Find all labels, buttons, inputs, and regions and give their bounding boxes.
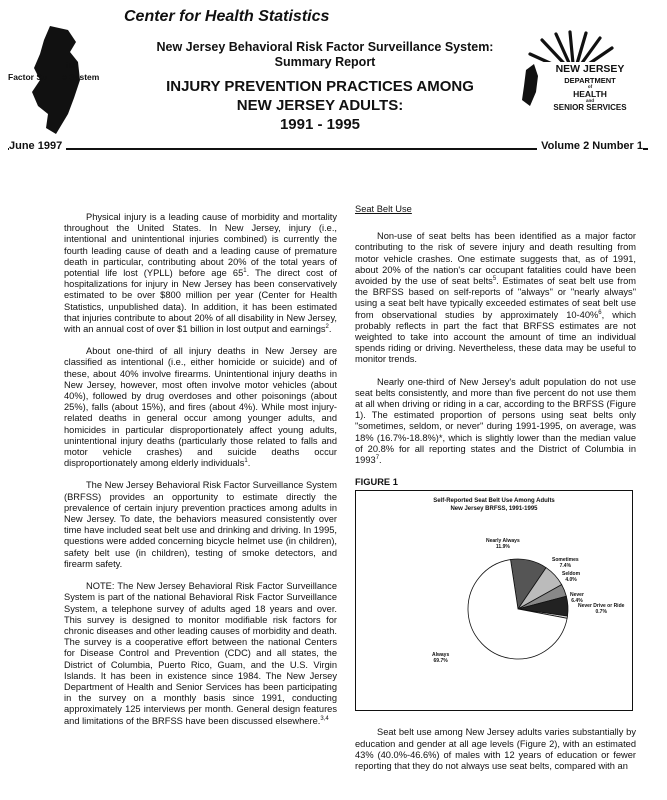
paragraph-brfss: The New Jersey Behavioral Risk Factor Surveillance System (BRFSS) provides an opportunity to estimate directly the prevalence of certain injury prevention practices among adults in New Jersey. To date, the behaviors measured consistently over time have included seat belt use and drinking and driving. In 1995, questions were added concerning bicycle helmet use (in children), safety belt use (in children), testing of smoke detectors, and firearm safety.	[64, 480, 337, 569]
pie-label-never: Never 6.4%	[570, 592, 584, 605]
logo-line6: SENIOR SERVICES	[553, 103, 627, 112]
paragraph-intro: Physical injury is a leading cause of morbidity and mortality throughout the United States. In New Jersey, injury (i.e., intentional and unintentional injuries combined) is currently the fourth leading cause of death and a leading cause of premature death in particular, contributing about 20% of the total years of potential life lost (YPLL) before age $65^1$. The direct cost of hospitalizations for injury in New Jersey has been conservatively estimated to be over $800 million per year (Center for Health Statistics, unpublished data). In addition, it has been estimated that injuries contribute to about 20% of all disability in New Jersey, with an annual cost of over $1 billion in lost output and earnings$^2$.	[64, 212, 337, 335]
logo-line4: HEALTH	[573, 89, 607, 99]
report-main-title	[150, 77, 490, 134]
paragraph-seat-belt-nonuse: Nearly one-third of New Jersey's adult population do not use seat belts consistently, and more than five percent do not use them at all when driving or riding in a car, according to the BRFSS (Figure 1). The estimated proportion of persons using seat belts only "sometimes, seldom, or never" during 1991-1995, on average, was 18% (16.7%-18.8%)*, which is slightly lower than the median value of 20.8% for all reporting states and the District of Columbia in 1993$^7$.	[355, 376, 636, 466]
paragraph-seat-belt-intro: Non-use of seat belts has been identified as a major factor contributing to the risk of severe injury and death resulting from motor vehicle crashes. One estimate suggests that, as of 1991, about 20% of the nation's car occupant fatalities could have been avoided by the use of seat belts$^5$. Estimates of seat belt use from the BRFSS based on self-reports of "always" or "nearly always" using a seat belt have typically exceeded estimates of seat belt use from observational studies by approximately 10-40%$^6$, which probably reflects in part the fact that BRFSS estimates are not weighted to take into account the amount of time an individual spends riding or driving. Nevertheless, these data may be useful to monitor trends.	[355, 231, 636, 365]
figure-label: FIGURE 1	[355, 477, 398, 488]
pie-label-sometimes: Sometimes 7.4%	[552, 557, 579, 570]
paragraph-note: NOTE: The New Jersey Behavioral Risk Factor Surveillance System is part of the national Behavioral Risk Factor Surveillance System, a telephone survey of adults aged 18 years and over. This survey is designed to monitor modifiable risk factors for chronic diseases and other leading causes of morbidity and death. The survey is a cooperative effort between the national Centers for Disease Control and Prevention (CDC) and all states, the District of Columbia, Puerto Rico, Guam, and the U.S. Virgin Islands. It has been in existence since 1984. The New Jersey Department of Health and Senior Services has been participating in the survey on a monthly basis since 1991, conducting approximately 125 interviews per month. General design features and limitations of the BRFSS have been discussed elsewhere.$^{3,4}$	[64, 581, 337, 726]
chart-title: Self-Reported Seat Belt Use Among Adults	[433, 498, 555, 505]
logo-line1: NEW JERSEY	[555, 63, 625, 75]
pie-svg	[356, 491, 634, 712]
pie-label-always: Always 69.7%	[432, 652, 450, 665]
paragraph-seat-belt-education: Seat belt use among New Jersey adults varies substantially by education and gender at all age levels (Figure 2), with an estimated 43% (40.0%-46.6%) of males with 12 years of education or fewer reporting that they do not always use seat belts, compared with an	[355, 727, 636, 772]
paragraph-injury-deaths: About one-third of all injury deaths in New Jersey are classified as intentional (i.e., either homicide or suicide) and of these, about 40% involve firearms. Unintentional injury deaths in New Jersey, however, most often involve motor vehicles (about 40%), followed by drug overdoses and other poisonings (about 25%), falls (about 15%), and fires (about 4%). While most injury-related deaths in general occur among younger adults, and homicides in particular disproportionately affect young adults, unintentional injury deaths (particularly those related to falls and motor vehicle crashes) and suicide deaths occur disproportionately among elderly individuals$^1$.	[64, 346, 337, 469]
logo-line5: and	[585, 98, 594, 103]
left-column	[64, 212, 337, 738]
section-heading-seat-belt: Seat Belt Use	[355, 204, 412, 214]
map-text-3: Factor Su	[8, 72, 48, 82]
series-title-line2: Summary Report	[274, 55, 376, 69]
right-column	[355, 204, 636, 783]
main-title-line2: NEW JERSEY ADULTS:	[236, 97, 404, 114]
chart-subtitle: New Jersey BRFSS, 1991-1995	[450, 506, 538, 513]
issue-volume: Volume 2 Number 1	[537, 140, 643, 152]
report-series-title	[140, 40, 510, 70]
map-text-2: isk	[66, 60, 78, 70]
logo-line2: DEPARTMENT	[564, 76, 616, 85]
main-title-line3: 1991 - 1995	[279, 116, 361, 133]
map-text-1: B	[28, 50, 35, 60]
org-name: Center for Health Statistics	[124, 8, 330, 25]
logo-line3: of	[587, 84, 593, 89]
pie-label-seldom: Seldom 4.0%	[562, 571, 581, 584]
main-title-line1: INJURY PREVENTION PRACTICES AMONG	[166, 78, 474, 95]
pie-label-nearly-always: Nearly Always 11.9%	[486, 538, 520, 551]
pie-label-never-drive: Never Drive or Ride 0.7%	[578, 603, 625, 616]
figure-1-pie-chart	[355, 490, 633, 711]
issue-date: June 1997	[9, 140, 66, 152]
series-title-line1: New Jersey Behavioral Risk Factor Surveillance System:	[156, 40, 494, 54]
map-text-4: e System	[62, 72, 100, 82]
